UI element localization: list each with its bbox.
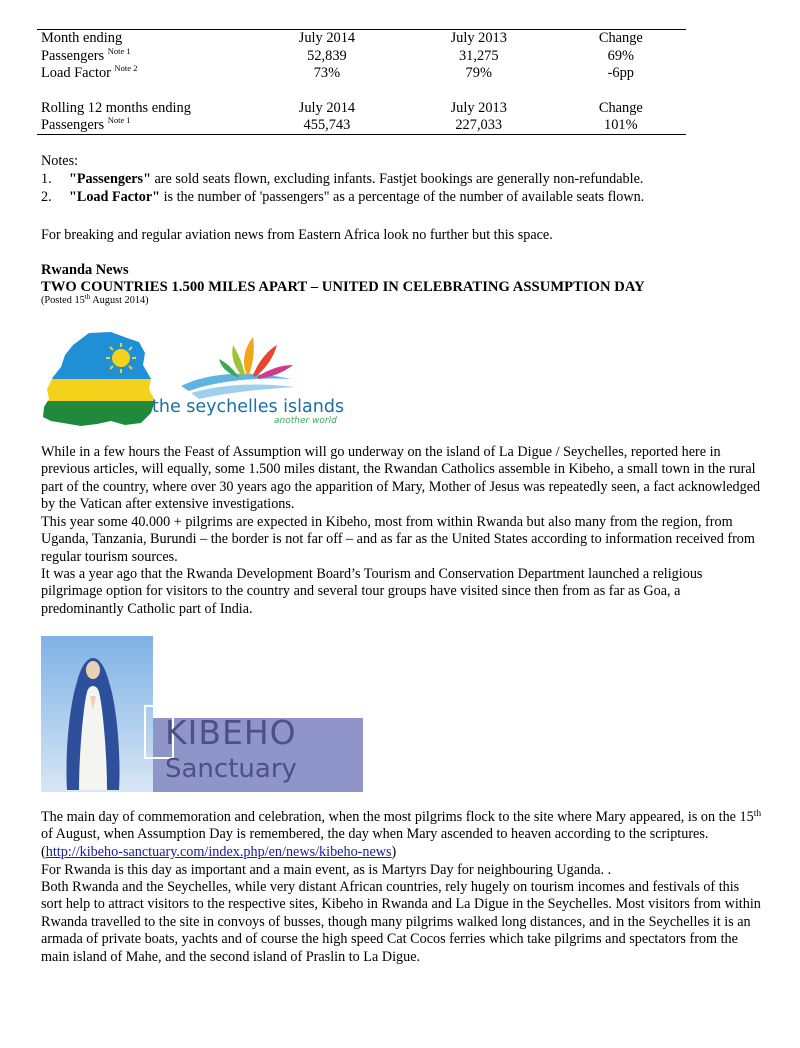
paragraph-sup: th [753, 809, 762, 819]
seychelles-logo-subtext: another world [274, 416, 337, 426]
breaking-news-line: For breaking and regular aviation news from Eastern Africa look no further but this space. [41, 227, 553, 243]
cell-change: Change [598, 99, 643, 116]
note-number: 1. [41, 171, 52, 187]
cell-current: 455,743 [303, 117, 351, 134]
note-ref: Note 1 [107, 115, 131, 126]
kibeho-news-link[interactable]: http://kibeho-sanctuary.com/index.php/en/news/kibeho-news [45, 843, 392, 860]
table-row [37, 65, 687, 83]
cell-change: 69% [607, 47, 635, 64]
seychelles-logo [181, 337, 296, 399]
kibeho-logo-title: KIBEHO [165, 713, 297, 752]
note-text: is the number of 'passengers" as a percentage of the number of available seats flown. [160, 189, 645, 205]
posted-sup: th [84, 293, 91, 301]
article-paragraph: While in a few hours the Feast of Assumption will go underway on the island of La Digue / Seychelles, reported here in previous articles, will equally, some 1.500 miles distant, the Rwandan Catholics assemble in Kibeho, a small town in the rural part of the country, where over 30 years ago the apparition of Mary, Mother of Jesus was repeatedly seen, a fact acknowledged by the Vatican after extensive investigations. [41, 444, 761, 513]
note-ref: Note 1 [107, 45, 131, 56]
article-paragraph [41, 809, 763, 861]
cell-change: -6pp [607, 65, 635, 82]
note-number: 2. [41, 189, 52, 205]
paragraph-text: of August, when Assumption Day is remembered, the day when Mary ascended to heaven according to the scriptures. ( [41, 826, 709, 860]
passenger-stats-table [37, 30, 687, 135]
paragraph-text: ) [391, 843, 397, 860]
cell-previous: 31,275 [458, 47, 499, 64]
rwanda-map-flag [41, 331, 161, 426]
cell-previous: July 2013 [450, 99, 507, 116]
cell-current: 52,839 [307, 47, 347, 64]
note-term: "Passengers" [69, 171, 151, 187]
cell-current: July 2014 [298, 99, 356, 116]
cell-change: Change [598, 30, 643, 46]
article-paragraph: Both Rwanda and the Seychelles, while very distant African countries, rely hugely on tourism incomes and festivals of this sort help to attract visitors to the respective sites, Kibeho in Rwanda and La Digue in the Seychelles. Most visitors from within Rwanda travelled to the site in convoys of busses, though many pilgrims walked long distances, and in the Seychelles it is an armada of private boats, yachts and of course the high speed Cat Cocos ferries which take pilgrims and spectators from the main island of Mahe, and the second island of Praslin to La Digue. [41, 879, 761, 965]
row-label: Load Factor [41, 65, 111, 82]
cell-previous: 227,033 [455, 117, 503, 134]
seychelles-logo-text: the seychelles islands [152, 397, 345, 417]
posted-date [41, 294, 761, 307]
cell-current: July 2014 [298, 30, 356, 46]
cell-change: 101% [604, 117, 638, 134]
cell-previous: 79% [465, 65, 492, 82]
note-item [41, 171, 761, 188]
row-label: Month ending [41, 30, 123, 46]
posted-suffix: August 2014) [90, 295, 149, 306]
note-item [41, 189, 761, 206]
article-paragraph: This year some 40.000 + pilgrims are expected in Kibeho, most from within Rwanda but also many from the region, from Uganda, Tanzania, Burundi – the border is not far off – and as far as the United States according to information received from regular tourism sources. [41, 514, 755, 565]
table-spacer-row [37, 83, 687, 100]
cell-previous: July 2013 [450, 30, 507, 46]
cell-current: 73% [313, 65, 341, 82]
table-bottom-rule [37, 134, 686, 135]
table-row [37, 117, 687, 135]
row-label: Passengers [41, 117, 105, 134]
paragraph-text: The main day of commemoration and celebration, when the most pilgrims flock to the site where Mary appeared, is on the 15 [41, 809, 754, 825]
kibeho-logo-subtitle: Sanctuary [165, 754, 297, 784]
posted-prefix: (Posted 15 [41, 295, 85, 306]
article-paragraph: It was a year ago that the Rwanda Development Board’s Tourism and Conservation Department launched a religious pilgrimage option for visitors to the country and several tour groups have visited since then from as far as Goa, a predominantly Catholic part of India. [41, 566, 703, 617]
row-label: Passengers [41, 47, 105, 64]
notes-heading: Notes: [41, 153, 79, 169]
note-ref: Note 2 [114, 63, 138, 74]
note-term: "Load Factor" [69, 189, 161, 205]
table-row [37, 100, 687, 118]
table-row [37, 30, 687, 48]
article-paragraph: For Rwanda is this day as important and a main event, as is Martyrs Day for neighbouring Uganda. . [41, 862, 612, 878]
article-headline: TWO COUNTRIES 1.500 MILES APART – UNITED IN CELEBRATING ASSUMPTION DAY [41, 279, 645, 295]
row-label: Rolling 12 months ending [41, 99, 191, 116]
section-title: Rwanda News [41, 262, 129, 278]
note-text: are sold seats flown, excluding infants. Fastjet bookings are generally non-refundable. [150, 171, 644, 187]
